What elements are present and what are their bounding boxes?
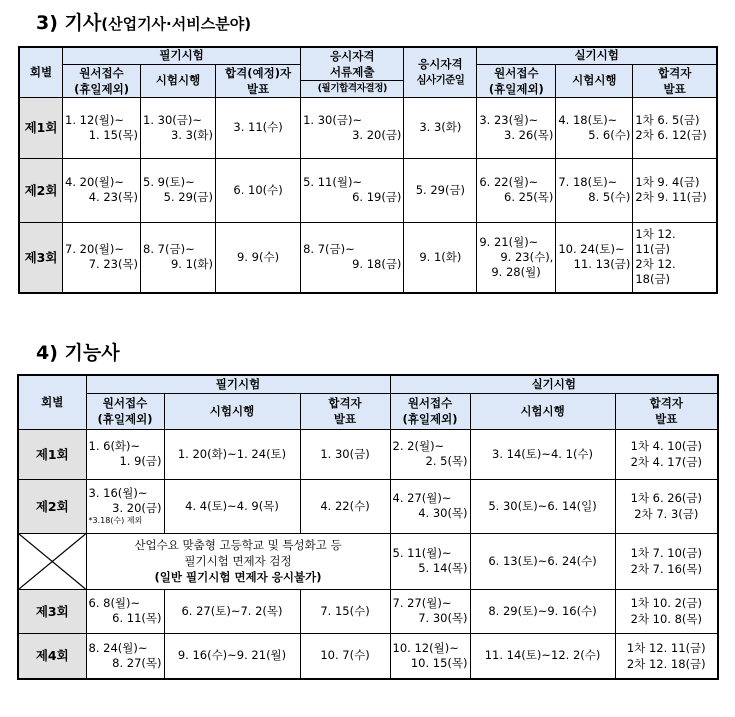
header-practical-result-line2: 발표 xyxy=(663,81,686,96)
header-line2: (휴일제외) xyxy=(402,412,458,426)
date-end: 5. 14(목) xyxy=(418,561,468,575)
date-end: 4. 23(목) xyxy=(88,190,139,204)
practical-exam-cell: 3. 14(토)~4. 1(수) xyxy=(470,429,615,479)
qual-cell: 3. 3(화) xyxy=(404,97,477,158)
practical-exam-cell xyxy=(556,158,633,222)
practical-apply-cell xyxy=(477,97,556,158)
practical-result-cell xyxy=(615,533,718,589)
header-doc-line1: 응시자격 xyxy=(330,49,375,64)
practical-result-cell xyxy=(615,429,718,479)
date-start: 10. 12(월)~ xyxy=(392,640,459,655)
section3-title-main: 3) 기사 xyxy=(36,12,102,34)
result-second: 2차 9. 11(금) xyxy=(635,190,707,204)
date-end: 9. 1(화) xyxy=(170,257,213,272)
header-written-apply xyxy=(86,393,164,429)
date-start: 9. 21(월)~ xyxy=(479,234,539,249)
qual-cell: 9. 1(화) xyxy=(404,222,477,293)
date-end: 2. 5(목) xyxy=(425,454,468,468)
practical-result-cell xyxy=(615,633,718,679)
header-practical-group: 실기시험 xyxy=(477,47,717,64)
crossed-out-cell xyxy=(18,533,86,589)
date-end: 8. 27(목) xyxy=(112,655,162,670)
practical-exam-cell xyxy=(556,97,633,158)
date-end: 6. 25(목) xyxy=(504,190,554,204)
date-end: 5. 29(금) xyxy=(163,190,213,204)
written-exam-cell xyxy=(141,97,216,158)
exempt-note-cell xyxy=(86,533,390,589)
date-start: 1. 6(화)~ xyxy=(88,439,141,453)
doc-cell xyxy=(301,222,404,293)
written-apply-cell xyxy=(63,158,141,222)
date-start: 4. 27(월)~ xyxy=(392,491,452,505)
written-apply-cell xyxy=(63,97,141,158)
date-start: 1. 12(월)~ xyxy=(65,112,125,127)
header-practical-apply xyxy=(390,393,470,429)
header-qual-line1: 응시자격 xyxy=(418,57,463,72)
practical-apply-cell xyxy=(477,222,556,293)
written-result-cell: 7. 15(수) xyxy=(300,589,390,633)
cross-mark xyxy=(19,534,86,589)
table-row xyxy=(19,158,717,222)
header-written-group: 필기시험 xyxy=(86,375,390,393)
result-second: 2차 7. 3(금) xyxy=(634,507,699,521)
header-qual-line2: 심사기준일 xyxy=(416,74,465,87)
written-apply-cell xyxy=(63,222,141,293)
practical-exam-cell: 6. 13(토)~6. 24(수) xyxy=(470,533,615,589)
table-row xyxy=(18,633,718,679)
table-row xyxy=(18,429,718,479)
round-label: 제2회 xyxy=(19,158,63,222)
table-row xyxy=(18,479,718,533)
section3-title xyxy=(36,8,251,35)
date-end: 5. 6(수) xyxy=(588,127,631,142)
result-first: 1차 6. 26(금) xyxy=(630,491,702,505)
written-result-cell: 9. 9(수) xyxy=(216,222,301,293)
header-practical-apply-line2: (휴일제외) xyxy=(488,81,544,96)
section4-title: 4) 기능사 xyxy=(36,342,120,364)
result-first: 1차 12. 11(금) xyxy=(635,227,676,257)
section3-title-sub: (산업기사·서비스분야) xyxy=(101,15,252,33)
round-label: 제1회 xyxy=(18,429,86,479)
written-result-cell: 10. 7(수) xyxy=(300,633,390,679)
written-exam-cell: 1. 20(화)~1. 24(토) xyxy=(164,429,300,479)
date-end: 3. 26(목) xyxy=(504,127,554,142)
practical-result-cell xyxy=(633,97,717,158)
date-start: 6. 22(월)~ xyxy=(479,175,539,189)
written-apply-cell xyxy=(86,479,164,533)
result-second: 2차 10. 8(목) xyxy=(630,612,702,626)
header-practical-exam: 시험시행 xyxy=(556,64,633,97)
date-end: 3. 3(화) xyxy=(170,127,213,142)
date-start: 8. 7(금)~ xyxy=(303,242,355,257)
date-start: 7. 18(토)~ xyxy=(558,175,618,189)
header-practical-group: 실기시험 xyxy=(390,375,718,393)
date-start: 8. 7(금)~ xyxy=(143,242,195,257)
date-start: 7. 20(월)~ xyxy=(65,242,125,257)
practical-apply-cell xyxy=(477,158,556,222)
header-practical-exam: 시험시행 xyxy=(470,393,615,429)
header-written-result-line1: 합격(예정)자 xyxy=(225,65,292,80)
result-first: 1차 7. 10(금) xyxy=(630,546,702,560)
date-end: 6. 19(금) xyxy=(352,190,402,204)
date-end: 7. 23(목) xyxy=(88,257,139,272)
practical-result-cell xyxy=(615,589,718,633)
date-end: 7. 30(목) xyxy=(418,611,468,625)
header-written-result xyxy=(216,64,301,97)
date-end: 8. 5(수) xyxy=(588,190,631,204)
header-line1: 합격자 xyxy=(328,396,362,410)
written-result-cell: 1. 30(금) xyxy=(300,429,390,479)
header-practical-result-line1: 합격자 xyxy=(658,65,692,80)
doc-cell xyxy=(301,158,404,222)
table-row xyxy=(19,97,717,158)
date-start: 5. 11(월)~ xyxy=(392,546,452,560)
qual-cell: 5. 29(금) xyxy=(404,158,477,222)
written-exam-cell: 6. 27(토)~7. 2(목) xyxy=(164,589,300,633)
result-second: 2차 12. 18(금) xyxy=(635,257,676,287)
date-start: 3. 16(월)~ xyxy=(88,486,148,500)
result-first: 1차 10. 2(금) xyxy=(630,596,702,610)
result-first: 1차 12. 11(금) xyxy=(626,640,706,655)
date-end: 11. 13(금) xyxy=(573,257,631,272)
practical-exam-cell: 5. 30(토)~6. 14(일) xyxy=(470,479,615,533)
written-result-cell: 4. 22(수) xyxy=(300,479,390,533)
table-row xyxy=(18,589,718,633)
date-end: 9. 18(금) xyxy=(352,257,402,272)
date-end: 10. 15(목) xyxy=(410,655,468,670)
header-round: 회별 xyxy=(19,47,63,97)
header-line2: 발표 xyxy=(655,412,678,426)
written-exam-cell xyxy=(141,222,216,293)
table-row-exempt xyxy=(18,533,718,589)
practical-apply-cell xyxy=(390,633,470,679)
date-end: 9. 28(월) xyxy=(491,264,541,279)
result-first: 1차 4. 10(금) xyxy=(630,439,702,453)
date-end: 1. 15(목) xyxy=(88,127,139,142)
practical-exam-cell xyxy=(556,222,633,293)
written-apply-cell xyxy=(86,429,164,479)
date-start: 1. 30(금)~ xyxy=(143,112,203,127)
practical-apply-cell xyxy=(390,533,470,589)
practical-apply-cell xyxy=(390,429,470,479)
result-second: 2차 4. 17(금) xyxy=(630,455,702,469)
section3-schedule-table xyxy=(18,46,718,294)
header-written-result-line2: 발표 xyxy=(246,81,270,96)
date-start: 8. 24(월)~ xyxy=(88,640,148,655)
date-end: 6. 11(목) xyxy=(112,611,162,625)
date-start: 5. 9(토)~ xyxy=(143,175,195,189)
practical-apply-cell xyxy=(390,589,470,633)
practical-exam-cell: 8. 29(토)~9. 16(수) xyxy=(470,589,615,633)
date-start: 4. 20(월)~ xyxy=(65,175,125,189)
header-line2: 발표 xyxy=(333,412,357,426)
header-line1: 원서접수 xyxy=(407,396,453,410)
date-start: 6. 8(월)~ xyxy=(88,596,141,610)
date-start: 7. 27(월)~ xyxy=(392,596,452,610)
practical-result-cell xyxy=(615,479,718,533)
date-end: 1. 9(금) xyxy=(119,454,162,468)
header-line1: 합격자 xyxy=(649,396,683,410)
section4-schedule-table xyxy=(17,374,719,680)
round-label: 제2회 xyxy=(18,479,86,533)
date-start: 5. 11(월)~ xyxy=(303,175,363,189)
header-doc-sub: (필기합격자결정) xyxy=(301,81,404,97)
header-doc-line2: 서류제출 xyxy=(330,65,375,80)
exempt-note-line1: 산업수요 맞춤형 고등학교 및 특성화고 등 xyxy=(134,538,342,552)
result-second: 2차 7. 16(목) xyxy=(630,562,702,576)
header-doc-group xyxy=(301,47,404,81)
round-label: 제3회 xyxy=(19,222,63,293)
header-written-apply xyxy=(63,64,141,97)
exempt-note-line2: 필기시험 면제자 검정 xyxy=(184,554,292,568)
result-first: 1차 6. 5(금) xyxy=(635,112,700,127)
round-label: 제1회 xyxy=(19,97,63,158)
date-start: 10. 24(토)~ xyxy=(558,242,625,257)
header-written-apply-line1: 원서접수 xyxy=(79,65,124,80)
header-written-group: 필기시험 xyxy=(63,47,301,64)
header-written-apply-line2: (휴일제외) xyxy=(74,81,130,96)
date-end: 4. 30(목) xyxy=(418,506,468,520)
result-first: 1차 9. 4(금) xyxy=(635,175,700,189)
written-exam-cell: 9. 16(수)~9. 21(월) xyxy=(164,633,300,679)
header-round: 회별 xyxy=(18,375,86,429)
header-line1: 원서접수 xyxy=(102,396,148,410)
doc-cell xyxy=(301,97,404,158)
practical-result-cell xyxy=(633,158,717,222)
header-practical-apply-line1: 원서접수 xyxy=(494,65,539,80)
date-end: 3. 20(금) xyxy=(352,127,402,142)
header-practical-result xyxy=(615,393,718,429)
written-result-cell: 6. 10(수) xyxy=(216,158,301,222)
table-row xyxy=(19,222,717,293)
practical-exam-cell: 11. 14(토)~12. 2(수) xyxy=(470,633,615,679)
written-apply-cell xyxy=(86,633,164,679)
header-practical-apply xyxy=(477,64,556,97)
date-start: 1. 30(금)~ xyxy=(303,112,363,127)
practical-apply-cell xyxy=(390,479,470,533)
result-second: 2차 6. 12(금) xyxy=(635,127,707,142)
date-start: 3. 23(월)~ xyxy=(479,112,539,127)
practical-result-cell xyxy=(633,222,717,293)
header-written-exam: 시험시행 xyxy=(164,393,300,429)
header-written-exam: 시험시행 xyxy=(141,64,216,97)
written-exam-cell: 4. 4(토)~4. 9(목) xyxy=(164,479,300,533)
exempt-note-line3: (일반 필기시험 면제자 응시불가) xyxy=(154,570,322,584)
exclusion-note: *3.18(수) 제외 xyxy=(88,516,143,525)
header-written-result xyxy=(300,393,390,429)
header-line2: (휴일제외) xyxy=(97,412,153,426)
round-label: 제4회 xyxy=(18,633,86,679)
written-apply-cell xyxy=(86,589,164,633)
date-start: 2. 2(월)~ xyxy=(392,439,445,453)
header-practical-result xyxy=(633,64,717,97)
date-end: 3. 20(금) xyxy=(112,501,162,515)
date-start: 4. 18(토)~ xyxy=(558,112,618,127)
written-exam-cell xyxy=(141,158,216,222)
date-mid: 9. 23(수), xyxy=(500,249,554,264)
written-result-cell: 3. 11(수) xyxy=(216,97,301,158)
result-second: 2차 12. 18(금) xyxy=(626,656,706,671)
header-qual xyxy=(404,47,477,97)
round-label: 제3회 xyxy=(18,589,86,633)
